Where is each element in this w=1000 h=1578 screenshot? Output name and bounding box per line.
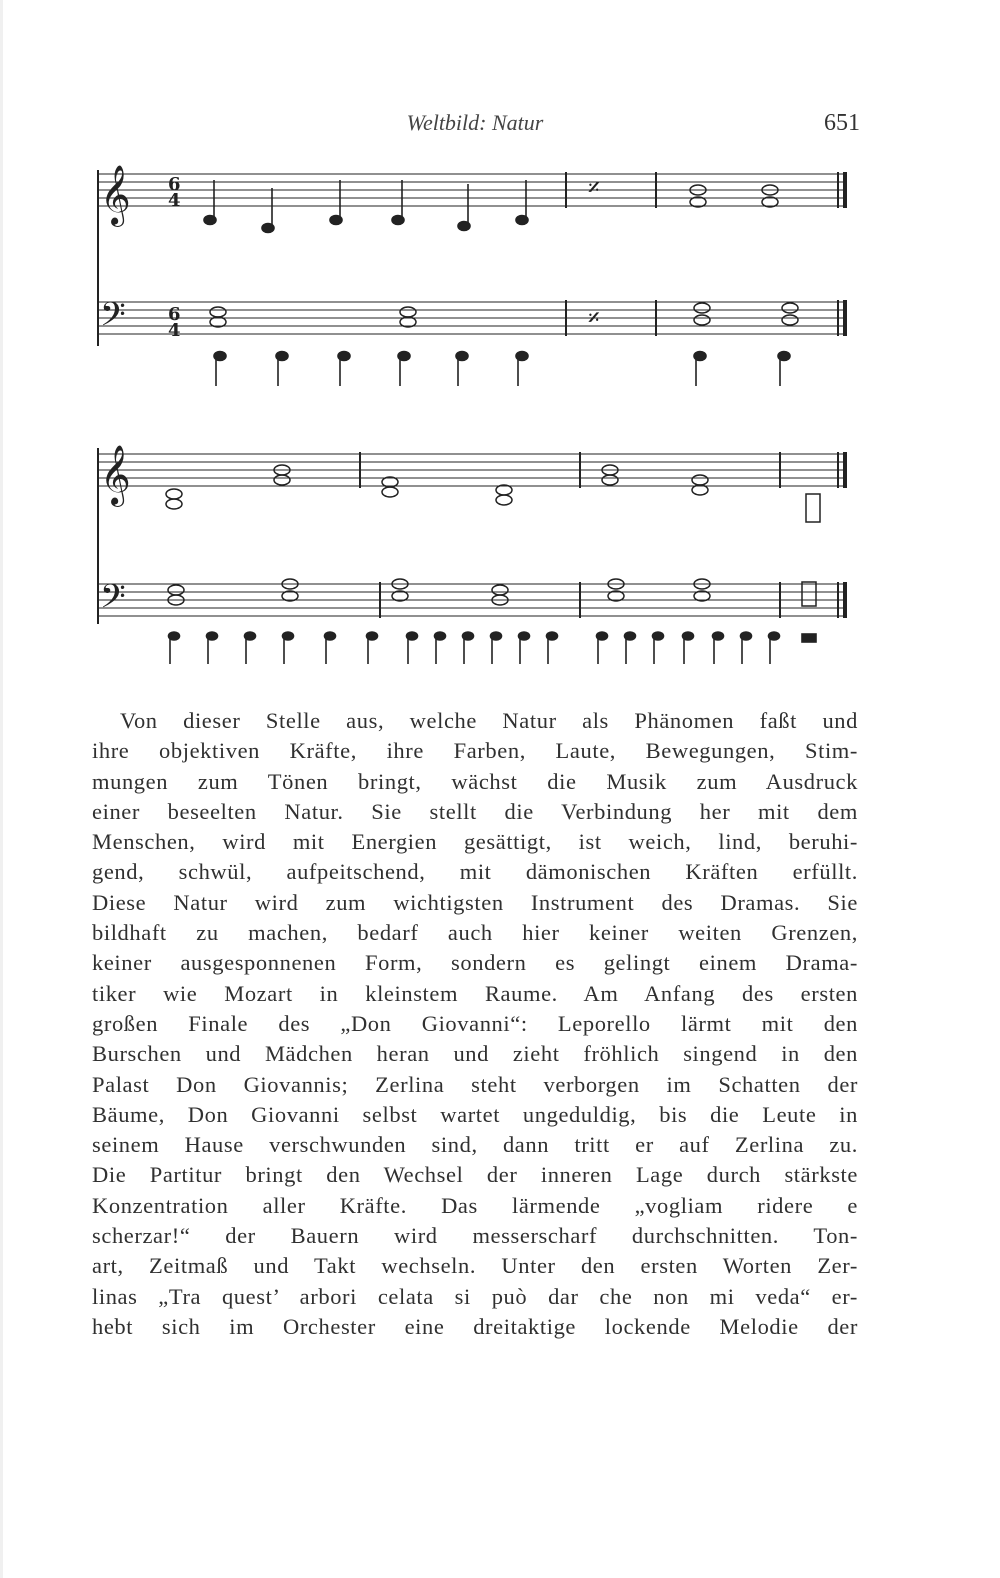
bass-staff-1 <box>98 296 845 386</box>
text-line: ihre objektiven Kräfte, ihre Farben, Laute, Bewegungen, Stim- <box>92 738 858 764</box>
bass-clef-icon: 𝄢 <box>100 296 126 342</box>
text-line: mungen zum Tönen bringt, wächst die Musik zum Ausdruck <box>92 768 858 794</box>
text-line: linas „Tra quest’ arbori celata si può dar che non mi veda“ er- <box>92 1283 858 1309</box>
text-line: Von dieser Stelle aus, welche Natur als Phänomen faßt und <box>120 708 858 733</box>
repeat-sign-icon-bass: 𝄎 <box>588 304 600 332</box>
bass-chords-1 <box>210 303 798 327</box>
text-line: hebt sich im Orchester eine dreitaktige lockende Melodie der <box>92 1313 858 1339</box>
time-sig-bottom: 4 <box>168 190 181 211</box>
treble-clef-icon: 𝄞 <box>100 165 131 225</box>
text-line: Menschen, wird mit Energien gesättigt, ist weich, lind, beruhi- <box>92 829 858 855</box>
page-number: 651 <box>824 110 860 136</box>
text-line: keiner ausgesponnenen Form, sondern es gelingt einem Drama- <box>92 950 858 976</box>
text-line: Burschen und Mädchen heran und zieht fröhlich singend in den <box>92 1041 858 1067</box>
text-line: scherzar!“ der Bauern wird messerscharf durchschnitten. Ton- <box>92 1223 858 1249</box>
treble-staff-1 <box>98 165 845 233</box>
repeat-sign-icon: 𝄎 <box>588 174 600 202</box>
bass-staff-2 <box>98 578 845 664</box>
text-line: Konzentration aller Kräfte. Das lärmende „vogliam ridere e <box>92 1192 858 1218</box>
text-line: seinem Hause verschwunden sind, dann tritt er auf Zerlina zu. <box>92 1132 858 1158</box>
text-line: Palast Don Giovannis; Zerlina steht verborgen im Schatten der <box>92 1071 858 1097</box>
running-head <box>90 110 860 144</box>
text-line: großen Finale des „Don Giovanni“: Leporello lärmt mit den <box>92 1010 858 1036</box>
time-sig-bottom-bass: 4 <box>168 320 181 341</box>
treble-chords-2 <box>166 465 820 522</box>
running-title: Weltbild: Natur <box>406 110 544 135</box>
text-line: Die Partitur bringt den Wechsel der inneren Lage durch stärkste <box>92 1162 858 1188</box>
body-paragraph <box>92 706 858 1342</box>
text-line: bildhaft zu machen, bedarf auch hier keiner weiten Grenzen, <box>92 920 858 946</box>
system-1 <box>98 165 845 386</box>
bass-notes-2 <box>169 632 817 664</box>
time-sig-top: 6 <box>168 174 181 195</box>
text-line: gend, schwül, aufpeitschend, mit dämonischen Kräften erfüllt. <box>92 859 858 885</box>
treble-chords-1 <box>690 185 778 207</box>
text-line: Diese Natur wird zum wichtigsten Instrument des Dramas. Sie <box>92 889 858 915</box>
treble-staff-2 <box>98 445 845 522</box>
text-line: Bäume, Don Giovanni selbst wartet ungeduldig, bis die Leute in <box>92 1101 858 1127</box>
time-sig-top-bass: 6 <box>168 304 181 325</box>
bass-clef-icon-2: 𝄢 <box>100 578 126 624</box>
music-example <box>90 150 860 680</box>
text-line: einer beseelten Natur. Sie stellt die Verbindung her mit dem <box>92 798 858 824</box>
treble-clef-icon-2: 𝄞 <box>100 445 131 505</box>
text-line: art, Zeitmaß und Takt wechseln. Unter den ersten Worten Zer- <box>92 1253 858 1279</box>
bass-notes-1 <box>214 352 790 387</box>
text-line: tiker wie Mozart in kleinstem Raume. Am Anfang des ersten <box>92 980 858 1006</box>
system-2 <box>98 445 845 664</box>
